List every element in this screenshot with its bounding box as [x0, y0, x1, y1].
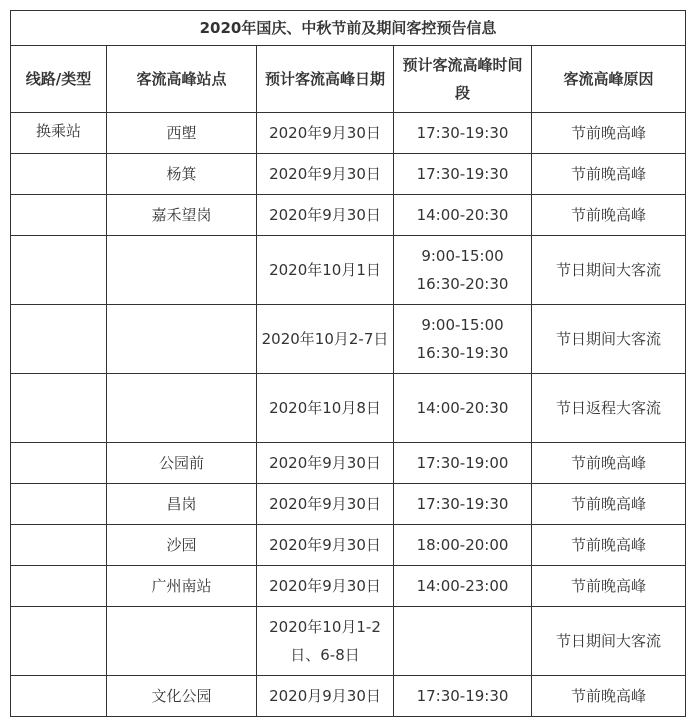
table-row — [11, 236, 686, 305]
type-cell — [11, 676, 107, 717]
date-cell: 2020年9月30日 — [257, 443, 394, 484]
type-cell — [11, 305, 107, 374]
type-cell — [11, 236, 107, 305]
table-row — [11, 566, 686, 607]
date-cell: 2020月9月30日 — [257, 676, 394, 717]
station-cell: 广州南站 — [107, 566, 257, 607]
reason-cell: 节前晚高峰 — [532, 676, 686, 717]
station-cell — [107, 236, 257, 305]
table-header-row — [11, 46, 686, 113]
reason-cell: 节日期间大客流 — [532, 305, 686, 374]
time-range: 14:00-20:30 — [416, 399, 509, 417]
time-cell — [394, 195, 532, 236]
time-range: 14:00-23:00 — [416, 577, 509, 595]
station-cell: 西塱 — [107, 113, 257, 154]
passenger-flow-table — [10, 10, 686, 717]
time-range: 17:30-19:30 — [416, 165, 509, 183]
date-cell: 2020年9月30日 — [257, 525, 394, 566]
station-cell — [107, 374, 257, 443]
date-cell: 2020年9月30日 — [257, 484, 394, 525]
reason-cell: 节日期间大客流 — [532, 607, 686, 676]
time-range: 16:30-19:30 — [416, 344, 509, 362]
reason-cell: 节前晚高峰 — [532, 113, 686, 154]
time-range: 9:00-15:00 — [421, 247, 504, 265]
type-cell — [11, 195, 107, 236]
station-cell: 公园前 — [107, 443, 257, 484]
header-station: 客流高峰站点 — [107, 46, 257, 113]
header-line-type: 线路/类型 — [11, 46, 107, 113]
type-cell — [11, 374, 107, 443]
time-cell — [394, 443, 532, 484]
reason-cell: 节日返程大客流 — [532, 374, 686, 443]
reason-cell: 节前晚高峰 — [532, 195, 686, 236]
type-cell — [11, 484, 107, 525]
table-row — [11, 676, 686, 717]
station-cell: 沙园 — [107, 525, 257, 566]
time-cell — [394, 525, 532, 566]
station-cell — [107, 305, 257, 374]
table-row — [11, 305, 686, 374]
time-cell — [394, 154, 532, 195]
date-cell: 2020年9月30日 — [257, 113, 394, 154]
reason-cell: 节前晚高峰 — [532, 484, 686, 525]
reason-cell: 节前晚高峰 — [532, 154, 686, 195]
time-range: 17:30-19:30 — [416, 495, 509, 513]
type-cell — [11, 443, 107, 484]
table-row — [11, 374, 686, 443]
time-cell — [394, 566, 532, 607]
date-cell: 2020年10月1日 — [257, 236, 394, 305]
reason-cell: 节前晚高峰 — [532, 443, 686, 484]
time-range: 16:30-20:30 — [416, 275, 509, 293]
table-row — [11, 113, 686, 154]
table-row — [11, 607, 686, 676]
time-cell — [394, 236, 532, 305]
date-cell: 2020年9月30日 — [257, 566, 394, 607]
time-cell — [394, 607, 532, 676]
header-reason: 客流高峰原因 — [532, 46, 686, 113]
table-row — [11, 154, 686, 195]
table-row — [11, 525, 686, 566]
table-title-row — [11, 11, 686, 46]
header-date: 预计客流高峰日期 — [257, 46, 394, 113]
date-cell: 2020年10月8日 — [257, 374, 394, 443]
station-cell: 昌岗 — [107, 484, 257, 525]
date-cell: 2020年10月1-2日、6-8日 — [257, 607, 394, 676]
type-cell — [11, 607, 107, 676]
type-cell — [11, 566, 107, 607]
time-cell — [394, 484, 532, 525]
date-cell: 2020年10月2-7日 — [257, 305, 394, 374]
time-range: 17:30-19:30 — [416, 124, 509, 142]
reason-cell: 节前晚高峰 — [532, 566, 686, 607]
date-cell: 2020年9月30日 — [257, 195, 394, 236]
table-row — [11, 484, 686, 525]
time-range: 9:00-15:00 — [421, 316, 504, 334]
station-cell: 嘉禾望岗 — [107, 195, 257, 236]
time-range: 17:30-19:30 — [416, 687, 509, 705]
time-cell — [394, 374, 532, 443]
time-cell — [394, 305, 532, 374]
reason-cell: 节日期间大客流 — [532, 236, 686, 305]
time-range: 14:00-20:30 — [416, 206, 509, 224]
type-cell — [11, 525, 107, 566]
time-cell — [394, 676, 532, 717]
type-cell — [11, 154, 107, 195]
reason-cell: 节前晚高峰 — [532, 525, 686, 566]
table-row — [11, 443, 686, 484]
header-time: 预计客流高峰时间段 — [394, 46, 532, 113]
time-range: 18:00-20:00 — [416, 536, 509, 554]
station-cell — [107, 607, 257, 676]
table-title: 2020年国庆、中秋节前及期间客控预告信息 — [11, 11, 686, 46]
type-cell: 换乘站 — [11, 113, 107, 154]
station-cell: 文化公园 — [107, 676, 257, 717]
time-cell — [394, 113, 532, 154]
time-range: 17:30-19:00 — [416, 454, 509, 472]
date-cell: 2020年9月30日 — [257, 154, 394, 195]
table-row — [11, 195, 686, 236]
station-cell: 杨箕 — [107, 154, 257, 195]
